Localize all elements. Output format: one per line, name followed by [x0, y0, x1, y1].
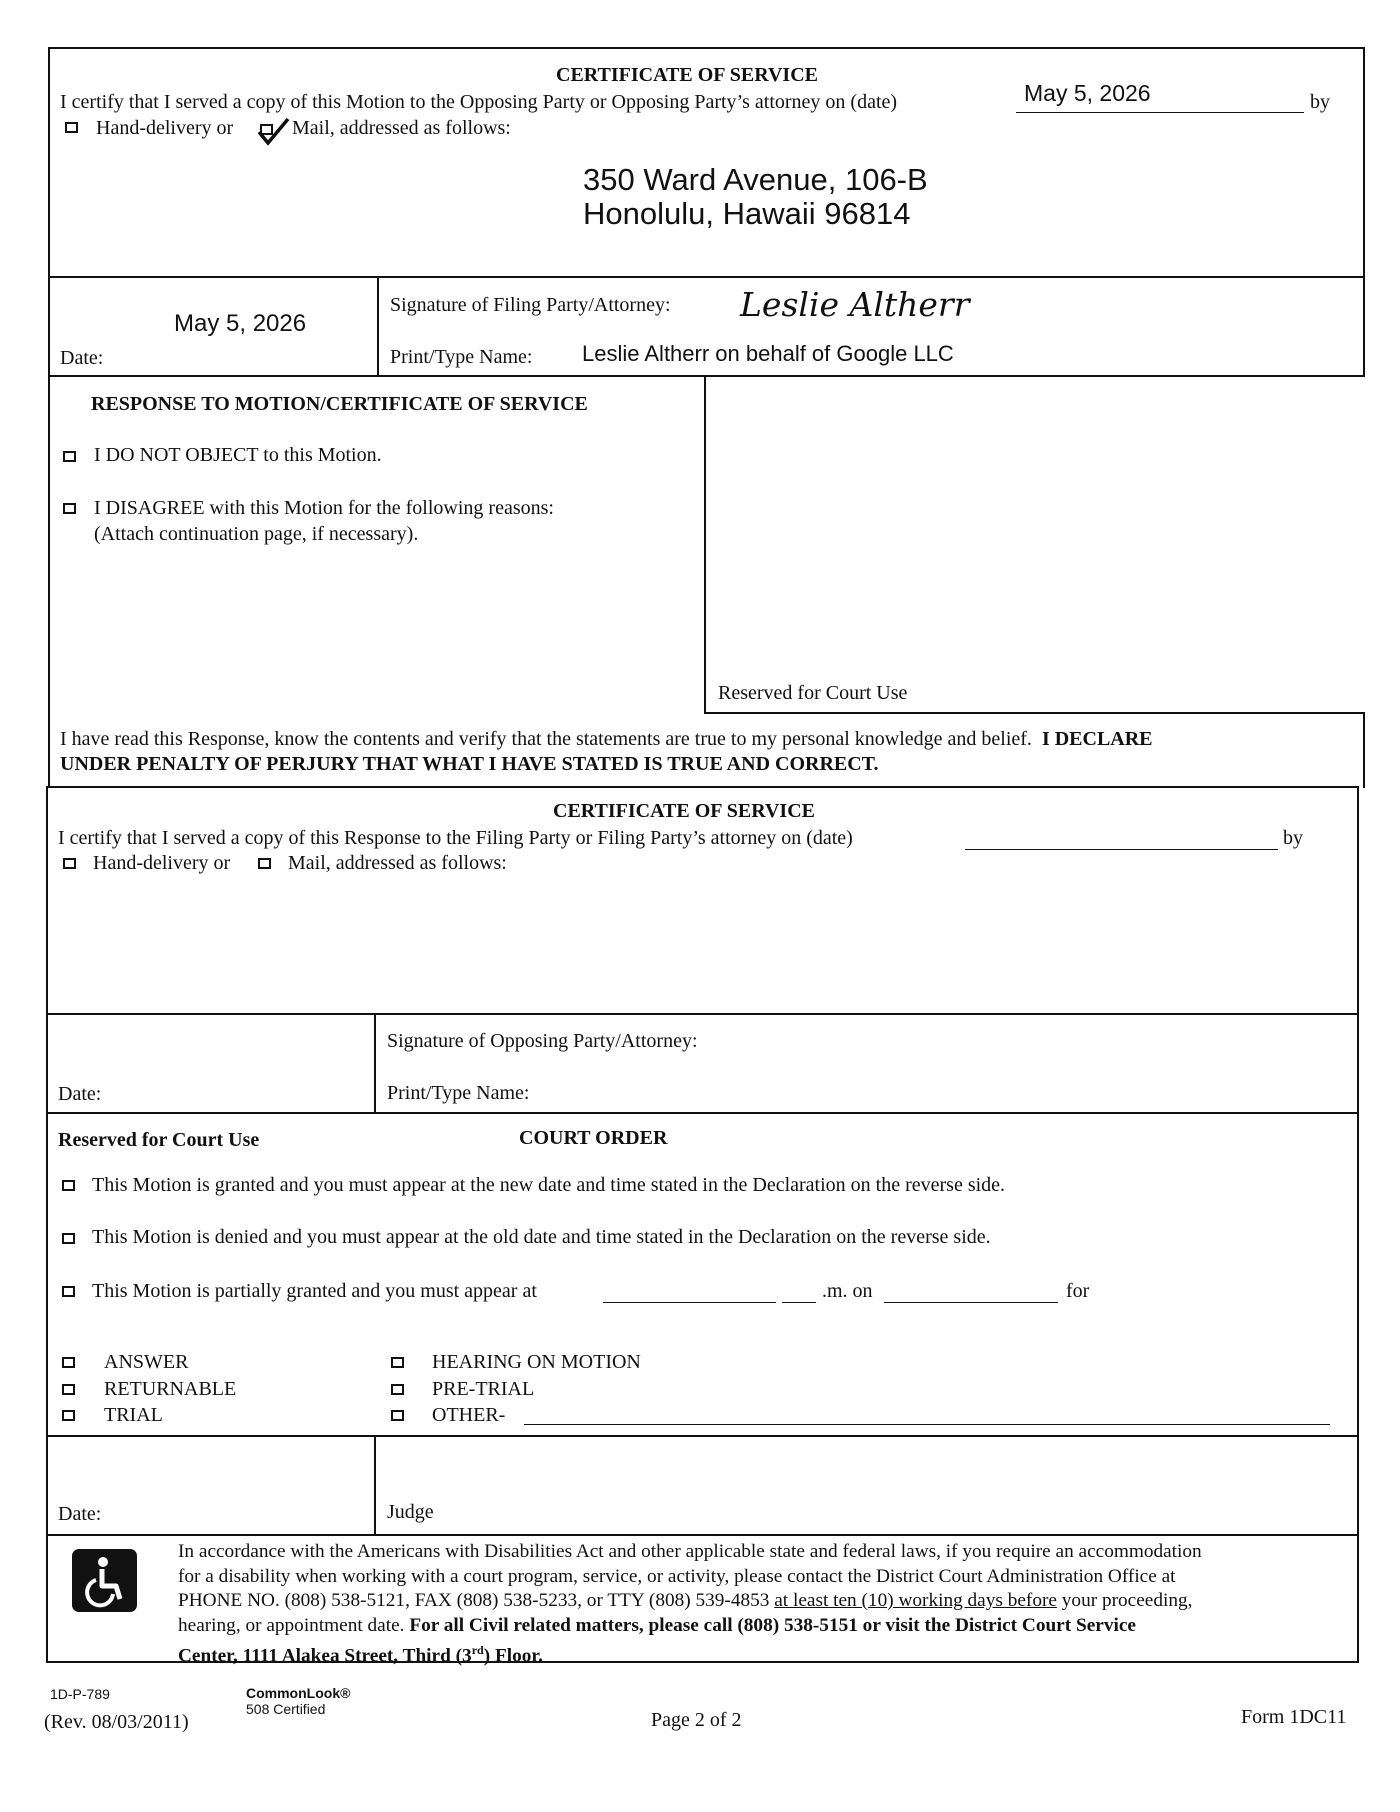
divider — [704, 712, 1365, 714]
divider — [704, 375, 706, 713]
pre-trial-checkbox[interactable] — [391, 1384, 404, 1395]
court-order-heading: COURT ORDER — [519, 1127, 668, 1149]
divider — [1363, 712, 1365, 788]
mail-label: Mail, addressed as follows: — [292, 117, 511, 139]
page-number: Page 2 of 2 — [651, 1709, 742, 1731]
filing-print-name[interactable]: Leslie Altherr on behalf of Google LLC — [582, 341, 954, 366]
filing-signature-label: Signature of Filing Party/Attorney: — [390, 294, 671, 316]
other-line[interactable] — [524, 1424, 1330, 1425]
for-label: for — [1066, 1280, 1090, 1302]
time-line[interactable] — [603, 1302, 776, 1303]
motion-address-line2[interactable]: Honolulu, Hawaii 96814 — [583, 196, 911, 231]
response-mail-label: Mail, addressed as follows: — [288, 852, 507, 874]
motion-service-date[interactable]: May 5, 2026 — [1024, 80, 1151, 106]
granted-checkbox[interactable] — [62, 1180, 75, 1191]
accessibility-icon — [72, 1549, 137, 1612]
revision-date: (Rev. 08/03/2011) — [44, 1711, 189, 1733]
response-certificate-statement: I certify that I served a copy of this Response to the Filing Party or Filing Party’s attorney on (date) — [58, 827, 853, 849]
response-hand-delivery-label: Hand-delivery or — [93, 852, 231, 874]
trial-label: TRIAL — [104, 1404, 163, 1426]
by-label: by — [1283, 827, 1303, 849]
trial-checkbox[interactable] — [62, 1410, 75, 1421]
filing-date-value[interactable]: May 5, 2026 — [174, 310, 307, 337]
disagree-note: (Attach continuation page, if necessary). — [94, 523, 419, 545]
motion-certificate-statement: I certify that I served a copy of this Motion to the Opposing Party or Opposing Party’s attorney on (date) — [60, 91, 898, 113]
form-code: 1D-P-789 — [50, 1686, 110, 1702]
checkmark-icon — [256, 117, 290, 147]
hand-delivery-checkbox[interactable] — [65, 122, 78, 133]
partially-granted-label: This Motion is partially granted and you must appear at — [92, 1280, 537, 1302]
motion-date-line — [1016, 112, 1304, 113]
am-pm-line[interactable] — [782, 1302, 816, 1303]
mail-checkbox-checked[interactable] — [256, 117, 290, 147]
declaration-text: I have read this Response, know the contents and verify that the statements are true to my personal knowledge and belief. I DECLARE UNDER PENALTY OF PERJURY THAT WHAT I HAVE STATED IS TRUE AND CORRECT. — [60, 728, 1153, 775]
certified-label: 508 Certified — [246, 1701, 326, 1717]
opposing-date-label: Date: — [58, 1083, 102, 1105]
other-label: OTHER- — [432, 1404, 506, 1426]
response-reserved-label: Reserved for Court Use — [718, 682, 908, 704]
commonlook-label: CommonLook® — [246, 1685, 351, 1701]
denied-checkbox[interactable] — [62, 1233, 75, 1244]
response-mail-checkbox[interactable] — [258, 858, 271, 869]
divider — [48, 375, 50, 788]
divider — [377, 276, 379, 377]
judge-date-label: Date: — [58, 1503, 102, 1525]
do-not-object-checkbox[interactable] — [63, 451, 76, 462]
filing-print-label: Print/Type Name: — [390, 346, 533, 368]
response-heading: RESPONSE TO MOTION/CERTIFICATE OF SERVICE — [91, 393, 588, 415]
granted-label: This Motion is granted and you must appear at the new date and time stated in the Declaration on the reverse side. — [92, 1174, 1006, 1196]
response-hand-delivery-checkbox[interactable] — [63, 858, 76, 869]
by-label: by — [1310, 91, 1330, 113]
m-on-label: .m. on — [822, 1280, 873, 1302]
hand-delivery-label: Hand-delivery or — [96, 117, 234, 139]
pre-trial-label: PRE-TRIAL — [432, 1378, 535, 1400]
court-order-section — [46, 1112, 1359, 1437]
hearing-on-motion-checkbox[interactable] — [391, 1357, 404, 1368]
motion-certificate-heading: CERTIFICATE OF SERVICE — [556, 64, 818, 86]
disagree-label: I DISAGREE with this Motion for the following reasons: — [94, 497, 554, 519]
opposing-print-label: Print/Type Name: — [387, 1082, 530, 1104]
divider — [374, 1013, 376, 1114]
filing-signature[interactable]: Leslie Altherr — [740, 285, 970, 324]
disagree-checkbox[interactable] — [63, 503, 76, 514]
ada-text: In accordance with the Americans with Disabilities Act and other applicable state and federal laws, if you require an accommodation for a disability when working with a court program, service, or activity, please contact the District Court Administration Office at PHONE NO. (808) 538-5121, FAX (808) 538-5233, or TTY (808) 539-4853 at least ten (10) working days before your proceeding, hearing, or appointment date. For all Civil related matters, please call (808) 538-5151 or visit the District Court Service Center, 1111 Alakea Street, Third (3rd) Floor. — [178, 1541, 1202, 1667]
judge-label: Judge — [387, 1501, 434, 1523]
denied-label: This Motion is denied and you must appear at the old date and time stated in the Declaration on the reverse side. — [92, 1226, 991, 1248]
returnable-label: RETURNABLE — [104, 1378, 237, 1400]
do-not-object-label: I DO NOT OBJECT to this Motion. — [94, 444, 382, 466]
answer-checkbox[interactable] — [62, 1357, 75, 1368]
answer-label: ANSWER — [104, 1351, 189, 1373]
opposing-party-row — [46, 1013, 1359, 1114]
response-certificate-heading: CERTIFICATE OF SERVICE — [553, 800, 815, 822]
judge-row — [46, 1435, 1359, 1536]
date-line[interactable] — [884, 1302, 1058, 1303]
other-checkbox[interactable] — [391, 1410, 404, 1421]
returnable-checkbox[interactable] — [62, 1384, 75, 1395]
opposing-signature-label: Signature of Opposing Party/Attorney: — [387, 1030, 698, 1052]
court-order-reserved: Reserved for Court Use — [58, 1129, 260, 1151]
filing-date-label: Date: — [60, 347, 104, 369]
hearing-on-motion-label: HEARING ON MOTION — [432, 1351, 641, 1373]
motion-address-line1[interactable]: 350 Ward Avenue, 106-B — [583, 162, 928, 197]
partially-granted-checkbox[interactable] — [62, 1286, 75, 1297]
divider — [374, 1435, 376, 1536]
response-date-line[interactable] — [965, 849, 1278, 850]
form-number: Form 1DC11 — [1241, 1706, 1347, 1728]
